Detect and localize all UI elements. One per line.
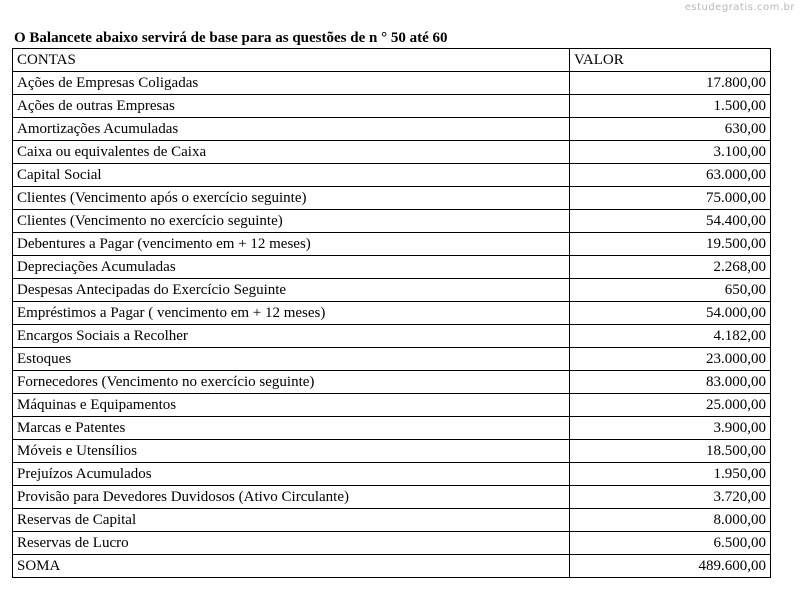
account-value: 1.500,00 [570, 95, 771, 118]
table-row [13, 72, 771, 95]
account-name: Ações de outras Empresas [13, 95, 570, 118]
account-name: Reservas de Capital [13, 509, 570, 532]
table-row [13, 279, 771, 302]
account-name: Clientes (Vencimento no exercício seguinte) [13, 210, 570, 233]
account-name: Máquinas e Equipamentos [13, 394, 570, 417]
header-valor: VALOR [570, 49, 771, 72]
account-name: Marcas e Patentes [13, 417, 570, 440]
account-name: Debentures a Pagar (vencimento em + 12 meses) [13, 233, 570, 256]
account-value: 1.950,00 [570, 463, 771, 486]
table-row [13, 486, 771, 509]
table-row [13, 141, 771, 164]
account-name: Amortizações Acumuladas [13, 118, 570, 141]
account-value: 650,00 [570, 279, 771, 302]
account-value: 8.000,00 [570, 509, 771, 532]
account-value: 54.400,00 [570, 210, 771, 233]
account-value: 18.500,00 [570, 440, 771, 463]
table-row [13, 233, 771, 256]
account-value: 23.000,00 [570, 348, 771, 371]
account-name: Empréstimos a Pagar ( vencimento em + 12 meses) [13, 302, 570, 325]
table-row [13, 325, 771, 348]
document-title: O Balancete abaixo servirá de base para as questões de n ° 50 até 60 [14, 30, 448, 46]
account-name: Prejuízos Acumulados [13, 463, 570, 486]
table-header-row [13, 49, 771, 72]
account-name: Estoques [13, 348, 570, 371]
account-name: Encargos Sociais a Recolher [13, 325, 570, 348]
account-value: 630,00 [570, 118, 771, 141]
account-name: Capital Social [13, 164, 570, 187]
account-name: Caixa ou equivalentes de Caixa [13, 141, 570, 164]
total-row [13, 555, 771, 578]
table-row [13, 118, 771, 141]
account-name: Fornecedores (Vencimento no exercício seguinte) [13, 371, 570, 394]
account-value: 54.000,00 [570, 302, 771, 325]
table-row [13, 164, 771, 187]
account-value: 83.000,00 [570, 371, 771, 394]
table-row [13, 509, 771, 532]
total-value: 489.600,00 [570, 555, 771, 578]
account-name: Móveis e Utensílios [13, 440, 570, 463]
balancete-table [12, 48, 771, 578]
table-row [13, 417, 771, 440]
table-row [13, 532, 771, 555]
account-name: Ações de Empresas Coligadas [13, 72, 570, 95]
account-value: 3.900,00 [570, 417, 771, 440]
table-row [13, 302, 771, 325]
account-value: 17.800,00 [570, 72, 771, 95]
account-value: 3.720,00 [570, 486, 771, 509]
account-name: Provisão para Devedores Duvidosos (Ativo Circulante) [13, 486, 570, 509]
account-value: 25.000,00 [570, 394, 771, 417]
account-value: 4.182,00 [570, 325, 771, 348]
total-label: SOMA [13, 555, 570, 578]
table-row [13, 187, 771, 210]
account-value: 75.000,00 [570, 187, 771, 210]
table-row [13, 371, 771, 394]
account-name: Depreciações Acumuladas [13, 256, 570, 279]
account-name: Clientes (Vencimento após o exercício seguinte) [13, 187, 570, 210]
account-value: 3.100,00 [570, 141, 771, 164]
table-row [13, 210, 771, 233]
account-value: 6.500,00 [570, 532, 771, 555]
header-contas: CONTAS [13, 49, 570, 72]
site-watermark: estudegratis.com.br [684, 2, 795, 13]
table-row [13, 348, 771, 371]
account-name: Despesas Antecipadas do Exercício Seguinte [13, 279, 570, 302]
account-name: Reservas de Lucro [13, 532, 570, 555]
account-value: 2.268,00 [570, 256, 771, 279]
table-row [13, 256, 771, 279]
table-row [13, 463, 771, 486]
table-row [13, 394, 771, 417]
account-value: 63.000,00 [570, 164, 771, 187]
table-body [13, 72, 771, 555]
table-row [13, 440, 771, 463]
table-row [13, 95, 771, 118]
account-value: 19.500,00 [570, 233, 771, 256]
